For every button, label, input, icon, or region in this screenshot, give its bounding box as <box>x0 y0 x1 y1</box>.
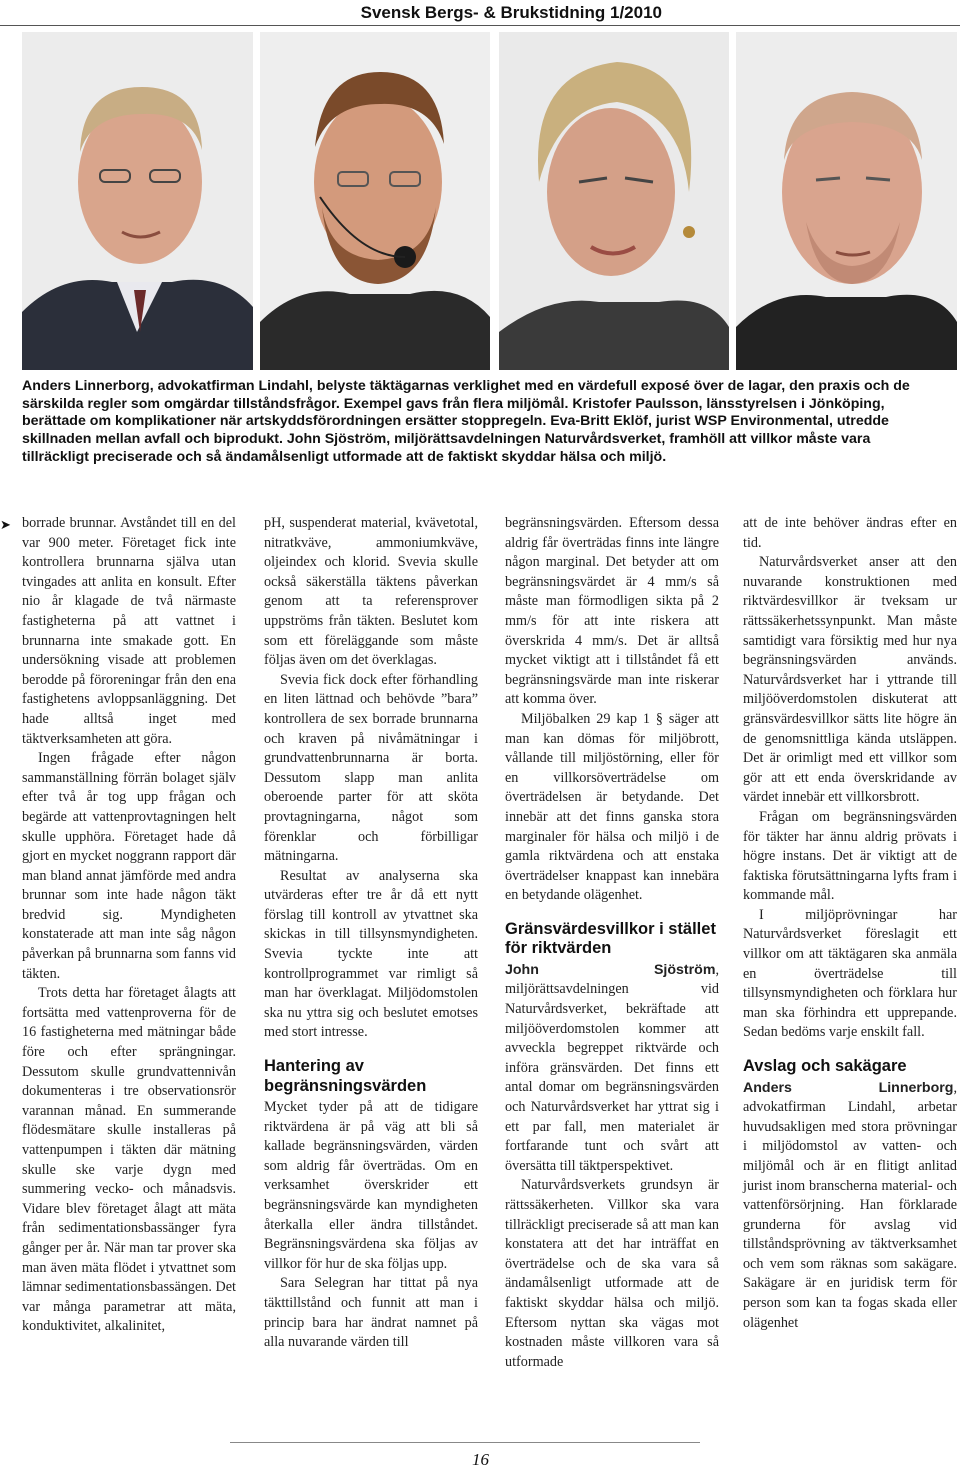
paragraph: Trots detta har företaget ålagts att fortsätta med vattenproverna för de 16 fastigheterna med mätningar både före och efter sprängningar. Dessutom skulle grundvattennivån dokumenteras i tre observationsrör varannan månad. En summerande flödesmätare skulle installeras på vattenpumpen i täkten där mätning skulle ske varje dygn med summering vecko- och månadsvis. Vidare blev företaget ålagt att mäta från sedimentationsbassänger fyra gånger per år. När man tar prover ska man även mäta flödet i ytvattnet som lämnar sedimentationsbassängen. Det var många parametrar att mäta, konduktivitet, alkalinitet, <box>22 985 236 1335</box>
portrait-3-image <box>499 32 729 370</box>
paragraph-text: , advokatfirman Lindahl, arbetar huvudsakligen med stora prövningar i miljödomstol av vatten- och miljömål och är en flitigt anlitad jurist inom branscherna material- och vattenförsörjning. Han förklarade grunderna för avslag vid tillståndsprövning av täktverksamhet och vem som räknas som sakägare. Sakägare är en juridisk term för person som kan ta fogas skada eller olägenhet <box>743 1079 957 1331</box>
portrait-1-image <box>22 32 253 370</box>
portrait-photo-3 <box>499 32 729 370</box>
publication-title: Svensk Bergs- & Brukstidning 1/2010 <box>360 3 662 22</box>
paragraph <box>505 961 719 1177</box>
paragraph: begränsningsvärden. Eftersom dessa aldrig får överträdas finns inte längre någon marginal. Det betyder att om begränsningsvärdet är 4 mm/s så måste man förmodligen sikta på 2 mm/s för att inte riskera att överskrida 4 mm/s. Det är alltså mycket viktigt att i tillståndet få ett begränsningsvärde man inte riskerar att komma över. <box>505 515 719 708</box>
portrait-photo-4 <box>736 32 957 370</box>
paragraph: Naturvårdsverkets grundsyn är rättssäkerheten. Villkor ska vara tillräckligt preciserade så att man kan konstatera att det har inträffat en överträdelse och de ska vara så ändamålsenligt utformade att de faktiskt skyddar hälsa och miljö. Eftersom nyttan ska vägas mot kostnaden måste villkoren vara så utformade <box>505 1177 719 1370</box>
article-column-2 <box>264 514 478 1353</box>
footer-divider <box>230 1442 700 1443</box>
article-column-4 <box>743 514 957 1333</box>
paragraph <box>743 1079 957 1334</box>
paragraph: Svevia fick dock efter förhandling en liten lättnad och behövde ”bara” kontrollera de sex borrade brunnarna och kraven på nivåmätningar i grundvattenbrunnarna är borta. Dessutom slapp man anlita oberoende parter för att sköta provtagningarna, något som förenklar och förbilligar mätningarna. <box>264 671 478 865</box>
paragraph: borrade brunnar. Avståndet till en del var 900 meter. Företaget fick inte kontrollera brunnarna själva utan tvingades att anlita en konsult. Efter nio år klagade de två närmaste fastigheterna på att vattnet i brunnarna inte smakade gott. En undersökning visade att problemen berodde på föroreningar från den ena fastighetens avloppsanläggning. Det hade alltså inget med täktverksamheten att göra. <box>22 515 236 747</box>
continuation-arrow-icon: ➤ <box>0 518 11 533</box>
paragraph: I miljöprövningar har Naturvårdsverket föreslagit ett villkor om att täktägaren ska anmäla en överträdelse till tillsynsmyndigheten och förklara hur man ska förhindra ett upprepande. Sedan bedöms varje enskilt fall. <box>743 906 957 1041</box>
portrait-photo-2 <box>260 32 490 370</box>
section-heading: Hantering av begränsningsvärden <box>264 1057 427 1095</box>
paragraph: Naturvårdsverket anser att den nuvarande konstruktionen med riktvärdesvillkor är tveksam ur rättssäkerhetssynpunkt. Man måste samtidigt vara försiktig med hur nya begränsningsvärden används. Naturvårdsverket har i yttrande till miljööverdomstolen diskuterat att gränsvärdesvillkor sätts lite högre än de genomsnittliga kända utsläppen. Det är orimligt med ett villkor som gör att ett enda överskridande av värdet innebär ett villkorsbrott. <box>743 554 957 806</box>
portrait-4-image <box>736 32 957 370</box>
paragraph: pH, suspenderat material, kvävetotal, nitratkväve, ammoniumkväve, oljeindex och klorid. Svevia skulle också säkerställa täktens påverkan genom att ta referensprover uppströms från täkten. Beslutet kom som ett föreläggande som måste följas även om det överklagas. <box>264 515 478 669</box>
section-heading: Gränsvärdesvillkor i stället för riktvärden <box>505 919 716 958</box>
paragraph: Resultat av analyserna ska utvärderas efter tre år då ett nytt förslag till kontroll av ytvattnet ska skickas in till tillsynsmyndigheten. Svevia tyckte inte att kontrollprogrammet var rimligt så man har överklagat. Miljödomstolen ska nu yttra sig och beslutet emotses med stort intresse. <box>264 867 478 1041</box>
page-header <box>0 0 960 26</box>
portrait-strip <box>22 32 957 370</box>
speaker-name: John Sjöström <box>505 961 716 978</box>
paragraph: Sara Selegran har tittat på nya täkttillstånd och funnit att man i princip bara har ändrat namnet på alla nuvarande värden till <box>264 1275 478 1351</box>
portrait-2-image <box>260 32 490 370</box>
page-number: 16 <box>472 1450 489 1468</box>
speaker-name: Anders Linnerborg <box>743 1079 954 1096</box>
caption-text: Anders Linnerborg, advokatfirman Lindahl, belyste täktägarnas verklighet med en värdefull exposé över de lagar, den praxis och de särskilda regler som omgärdar tillståndsfrågor. Exempel gavs från flera miljömål. Kristofer Paulsson, länsstyrelsen i Jönköping, berättade om komplikationer när artskyddsförordningen ersätter stoppregeln. Eva-Britt Eklöf, jurist WSP Environmental, utredde skillnaden mellan avfall och biprodukt. John Sjöström, miljörättsavdelningen Naturvårdsverket, framhöll att villkor måste vara tillräckligt preciserade och så ändamålsenligt utformade att de faktiskt skyddar hälsa och miljö. <box>22 378 910 465</box>
article-column-3 <box>505 514 719 1372</box>
paragraph: att de inte behöver ändras efter en tid. <box>743 515 957 551</box>
paragraph: Mycket tyder på att de tidigare riktvärdena är på väg att bli så kallade begränsningsvärden, värden som aldrig får överträdas. Om en verksamhet överskrider ett begränsningsvärde kan myndigheten återkalla eller ändra tillståndet. Begränsningsvärdena ska följas av villkor för hur de ska följas upp. <box>264 1099 478 1272</box>
article-column-1 <box>22 514 236 1337</box>
paragraph: Frågan om begränsningsvärden för täkter har ännu aldrig prövats i högre instans. Det är viktigt att de faktiska förutsättningarna lyfts fram i kommande mål. <box>743 808 957 904</box>
paragraph: Miljöbalken 29 kap 1 § säger att man kan dömas för miljöbrott, vållande till miljöstörning, eller för en villkorsöverträdelse om överträdelsen är betydande. Det innebär att det finns ganska stora marginaler för hälsa och miljö i de gamla riktvärdena och att enstaka överträdelser knappast kan innebära en betydande olägenhet. <box>505 710 719 904</box>
paragraph-text: , miljörättsavdelningen vid Naturvårdsverket, bekräftade att miljööverdomstolen kommer att avveckla begreppet riktvärde och införa gränsvärden. Det finns ett antal domar om begränsningsvärden och Naturvårdsverket har yttrat sig i ett par fall, men materialet är fortfarande tunt och svårt att översätta till täktperspektivet. <box>505 961 719 1174</box>
photo-caption <box>22 378 940 467</box>
paragraph: Ingen frågade efter någon sammanställning förrän bolaget själv efter två år tog upp frågan och begärde att vattenprovtagningen helt skulle upphöra. Företaget hade då gjort en mycket noggrann rapport där man bland annat jämförde med andra brunnar som inte hade någon täkt bredvid sig. Myndigheten konstaterade att man inte såg någon påverkan på brunnarna som fanns vid täkten. <box>22 750 236 982</box>
section-heading: Avslag och sakägare <box>743 1057 907 1076</box>
portrait-photo-1 <box>22 32 253 370</box>
